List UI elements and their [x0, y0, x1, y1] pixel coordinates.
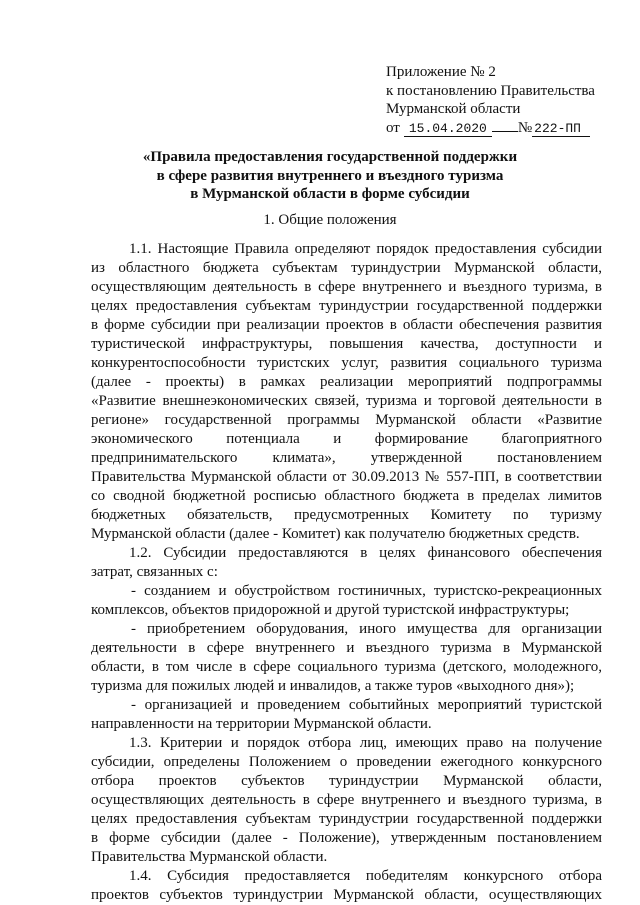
appendix-date-line	[386, 119, 626, 138]
number-prefix: №	[517, 119, 533, 136]
date-underline-gap	[492, 119, 518, 132]
body-line: 1.4. Субсидия предоставляется победителям конкурсного отбора	[129, 868, 602, 884]
section-heading: 1. Общие положения	[263, 212, 397, 228]
body-line: экономического потенциала и формирование благоприятного	[91, 431, 602, 447]
body-line: Правительства Мурманской области от 30.09.2013 № 557-ПП, в соответствии	[91, 469, 602, 485]
document-title	[100, 148, 560, 204]
body-line: регионе» государственной программы Мурманской области «Развитие	[91, 412, 602, 428]
body-line: предпринимательского климата», утвержденной постановлением	[91, 450, 602, 466]
title-line: в Мурманской области в форме субсидии	[190, 186, 470, 202]
decree-number: 222-ПП	[532, 122, 590, 137]
body-line: в форме субсидии (далее - Положение), утвержденным постановлением	[91, 830, 602, 846]
body-line: 1.3. Критерии и порядок отбора лиц, имеющих право на получение	[129, 735, 602, 751]
body-line: туризма для пожилых людей и инвалидов, а также туров «выходного дня»);	[91, 678, 575, 694]
body-line: осуществляющим деятельность в сфере внутреннего и въездного туризма, в	[91, 279, 602, 295]
body-line: Правительства Мурманской области.	[91, 849, 328, 865]
body-line: целях предоставления субъектам туриндустрии государственной поддержки	[91, 298, 602, 314]
body-line: отбора проектов субъектов туриндустрии Мурманской области,	[91, 773, 602, 789]
appendix-number: Приложение № 2	[386, 64, 496, 80]
body-line: (далее - проекты) в рамках реализации мероприятий подпрограммы	[91, 374, 602, 390]
body-line: деятельности в сфере внутреннего и въездного туризма в Мурманской	[91, 640, 602, 656]
body-line: - организацией и проведением событийных мероприятий туристской	[131, 697, 602, 713]
appendix-reference: к постановлению Правительства	[386, 82, 595, 99]
body-line: субсидии, определены Положением о проведении ежегодного конкурсного	[91, 754, 602, 770]
body-line: со сводной бюджетной росписью областного бюджета в пределах лимитов	[91, 488, 602, 504]
title-line: в сфере развития внутреннего и въездного туризма	[156, 167, 504, 184]
body-line: - созданием и обустройством гостиничных, туристско-рекреационных	[131, 583, 602, 599]
body-line: Мурманской области (далее - Комитет) как получателю бюджетных средств.	[91, 526, 580, 542]
body-line: конкурентоспособности туристских услуг, развития социального туризма	[91, 355, 602, 371]
body-line: туристической инфраструктуры, повышения качества, доступности и	[91, 336, 602, 352]
date-prefix: от	[386, 119, 400, 136]
body-line: 1.1. Настоящие Правила определяют порядок предоставления субсидии	[129, 241, 602, 257]
body-line: - приобретением оборудования, иного имущества для организации	[131, 621, 602, 637]
body-line: области, в том числе в сфере социального туризма (детского, молодежного,	[91, 659, 602, 675]
body-line: затрат, связанных с:	[91, 564, 218, 580]
body-line: осуществляющих деятельность в сфере внутреннего и въездного туризма, в	[91, 792, 602, 808]
body-line: комплексов, объектов придорожной и другой туристской инфраструктуры;	[91, 602, 570, 618]
appendix-header	[386, 63, 626, 137]
body-line: 1.2. Субсидии предоставляются в целях финансового обеспечения	[129, 545, 602, 561]
body-line: из областного бюджета субъектам туриндустрии Мурманской области,	[91, 260, 602, 276]
body-line: бюджетных обязательств, предусмотренных Комитету по туризму	[91, 507, 602, 523]
decree-date: 15.04.2020	[404, 122, 492, 137]
body-line: «Развитие внешнеэкономических связей, туризма и торговой деятельности в	[91, 393, 602, 409]
body-line: в форме субсидии при реализации проектов в области обеспечения развития	[91, 317, 602, 333]
document-body	[91, 240, 602, 905]
body-line: проектов субъектов туриндустрии Мурманской области, осуществляющих	[91, 887, 602, 903]
title-line: «Правила предоставления государственной поддержки	[142, 149, 518, 165]
body-line: направленности на территории Мурманской области.	[91, 716, 432, 732]
appendix-region: Мурманской области	[386, 101, 521, 117]
body-line: целях предоставления субъектам туриндустрии государственной поддержки	[91, 811, 602, 827]
